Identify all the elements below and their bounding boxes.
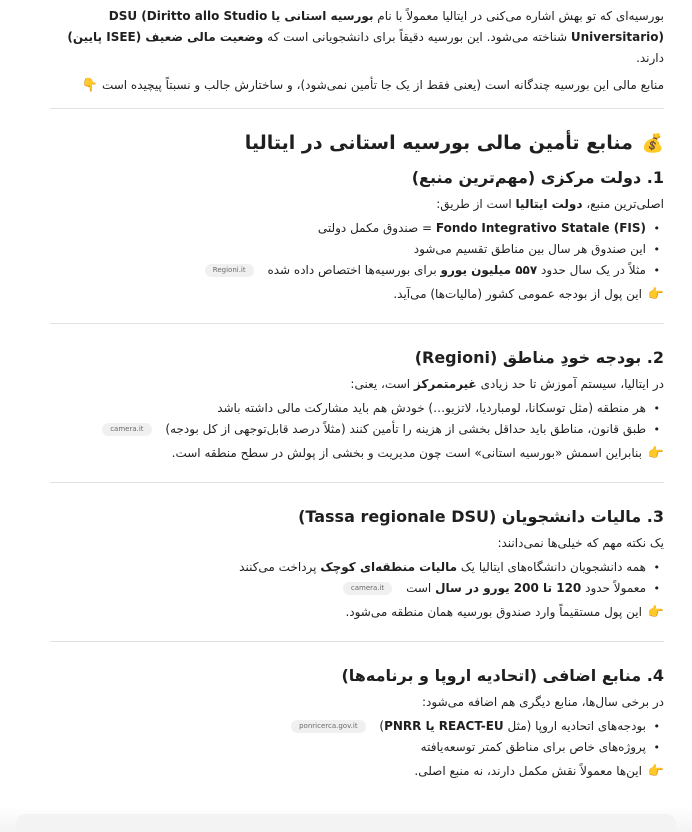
section-title: 2. بودجه خودِ مناطق (Regioni) [414,348,664,367]
text: همه دانشجویان دانشگاه‌های ایتالیا یک [460,560,646,574]
section-lead [50,374,664,395]
bold-text: Fondo Integrativo Statale (FIS) [435,221,646,235]
text: ) [379,719,385,733]
source-chip[interactable]: camera.it [102,423,151,436]
text: هر منطقه (مثل توسکانا، لومباردیا، لاتزیو…) خودش هم باید مشارکت مالی داشته باشد [217,401,646,415]
list-item [50,260,646,281]
source-chip[interactable]: ponricerca.gov.it [291,720,365,733]
bullet-list [50,716,664,758]
divider [50,108,664,109]
text: منابع مالی این بورسیه چندگانه است (یعنی فقط از یک جا تأمین نمی‌شود)، و ساختارش جالب و نسبتاً پیچیده است [101,78,664,92]
heading-text: منابع تأمین مالی بورسیه استانی در ایتالیا [244,132,633,154]
bold-text: بورسیه استانی یا [271,9,374,23]
text: این صندوق هر سال بین مناطق تقسیم می‌شود [413,242,646,256]
text: مثلاً در یک سال حدود [541,263,646,277]
text: پروژه‌های خاص برای مناطق کمتر توسعه‌یافته [420,740,646,754]
bold-text: وضعیت مالی ضعیف (ISEE پایین) [67,30,264,44]
bold-text: 120 تا 200 یورو در سال [435,581,582,595]
bold-text: غیرمتمرکز [413,377,477,391]
note [50,602,664,623]
money-bag-icon: 💰 [641,133,664,154]
list-item [50,398,646,419]
text: بورسیه‌ای که تو بهش اشاره می‌کنی در ایتالیا معمولاً با نام [377,9,664,23]
text: معمولاً حدود [585,581,646,595]
source-chip[interactable]: camera.it [343,582,392,595]
page-title [50,129,664,158]
bullet-list [50,218,664,281]
pointing-left-icon: 👉 [647,764,664,779]
source-chip[interactable]: Regioni.it [205,264,254,277]
section-title: 4. منابع اضافی (اتحادیه اروپا و برنامه‌ها) [341,666,664,685]
divider [50,482,664,483]
bold-text: ۵۵۷ میلیون یورو [440,263,538,277]
text: بنابراین اسمش «بورسیه استانی» است چون مدیریت و بخشی از پولش در سطح منطقه است. [171,446,642,460]
note [50,761,664,782]
composer-edge [16,814,676,832]
divider [50,323,664,324]
note [50,443,664,464]
list-item [50,419,646,440]
section-regions [50,346,664,464]
text: طبق قانون، مناطق باید حداقل بخشی از هزینه را تأمین کنند (مثلاً درصد قابل‌توجهی از کل بودجه) [165,422,646,436]
list-item [50,218,646,239]
bold-text: مالیات منطقه‌ای کوچک [320,560,458,574]
pointing-left-icon: 👉 [647,605,664,620]
section-lead [50,194,664,215]
section-lead: در برخی سال‌ها، منابع دیگری هم اضافه می‌شود: [422,695,664,709]
text: = صندوق مکمل دولتی [317,221,433,235]
text: شناخته می‌شود. این بورسیه دقیقاً برای دانشجویانی است که [267,30,568,44]
article [50,6,664,782]
intro-paragraph [50,75,664,96]
text: این پول از بودجه عمومی کشور (مالیات‌ها) می‌آید. [393,287,642,301]
text: اصلی‌ترین منبع، [586,197,664,211]
list-item [50,716,646,737]
list-item [50,557,646,578]
list-item [50,239,646,260]
text: این‌ها معمولاً نقش مکمل دارند، نه منبع اصلی. [414,764,642,778]
note [50,284,664,305]
intro-paragraph [50,6,664,69]
text: بودجه‌های اتحادیه اروپا (مثل [507,719,646,733]
bold-text: دولت ایتالیا [515,197,583,211]
section-lead: یک نکته مهم که خیلی‌ها نمی‌دانند: [497,536,664,550]
section-title: 1. دولت مرکزی (مهم‌ترین منبع) [411,168,664,187]
intro [50,6,664,96]
text: این پول مستقیماً وارد صندوق بورسیه همان منطقه می‌شود. [345,605,642,619]
text: در ایتالیا، سیستم آموزش تا حد زیادی [480,377,664,391]
list-item [50,737,646,758]
pointing-left-icon: 👉 [647,287,664,302]
bold-text: DSU (Diritto allo Studio Universitario) [108,9,664,44]
bullet-list [50,557,664,599]
pointing-left-icon: 👉 [647,446,664,461]
bullet-list [50,398,664,440]
section-central-government [50,166,664,305]
text: است از طریق: [436,197,512,211]
section-student-tax [50,505,664,623]
text: دارند. [636,51,664,65]
text: است، یعنی: [350,377,411,391]
divider [50,641,664,642]
text: است [406,581,432,595]
pointing-down-icon: 👇 [81,78,99,93]
text: پرداخت می‌کنند [239,560,317,574]
bold-text: REACT-EU یا PNRR [384,719,504,733]
text: برای بورسیه‌ها اختصاص داده شده [267,263,437,277]
list-item [50,578,646,599]
section-title: 3. مالیات دانشجویان (Tassa regionale DSU) [298,507,664,526]
section-additional-sources [50,664,664,782]
